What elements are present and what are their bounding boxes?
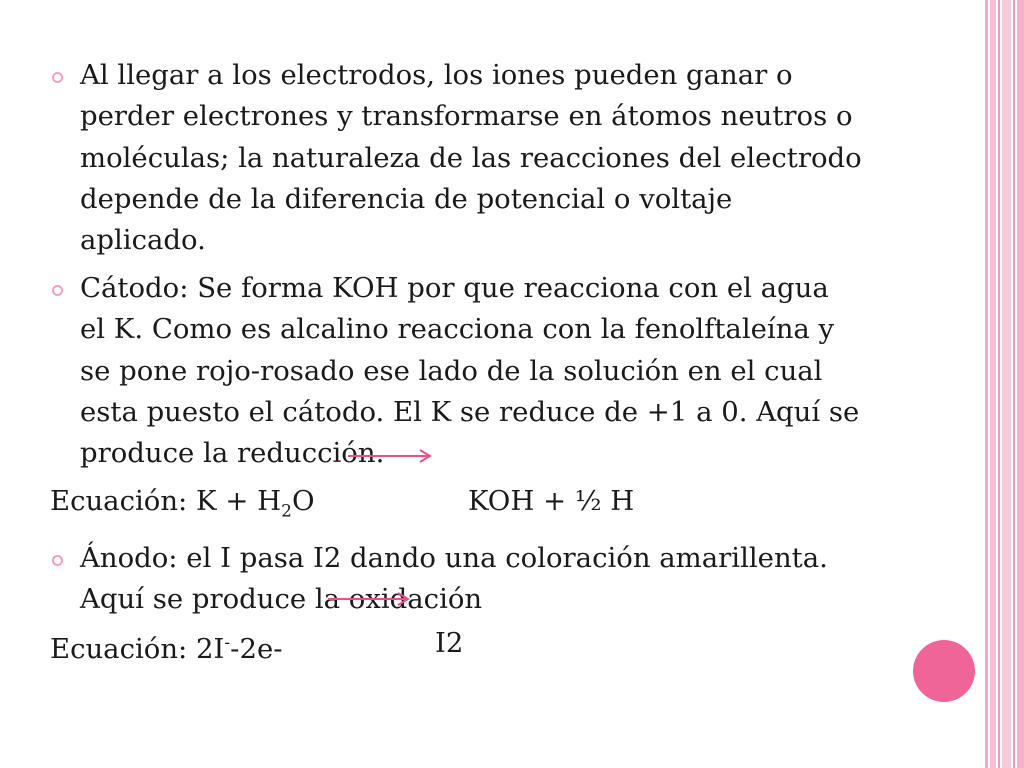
text-line: produce la reducción.	[80, 437, 385, 470]
equation-1	[50, 481, 635, 533]
decor-stripe	[1002, 0, 1011, 768]
text-line: el K. Como es alcalino reacciona con la fenolftaleína y	[80, 313, 835, 346]
text-line: aplicado.	[80, 224, 206, 257]
bullet-icon	[52, 72, 63, 83]
equation-products: I2	[435, 627, 464, 659]
bullet-icon	[52, 555, 63, 566]
equation-superscript: -	[224, 633, 231, 653]
equation-reactants: Ecuación: K + H	[50, 485, 282, 517]
bullet-paragraph-1	[80, 55, 862, 261]
equation-subscript: 2	[281, 501, 292, 522]
equation-reactants: Ecuación: 2I	[50, 633, 225, 666]
equation-products: KOH + ½ H	[468, 485, 635, 517]
equation-reactants-end: -2e-	[230, 633, 283, 666]
decor-stripe	[1013, 0, 1015, 768]
decor-stripe	[1017, 0, 1024, 768]
text-line: depende de la diferencia de potencial o voltaje	[80, 182, 733, 215]
text-line: esta puesto el cátodo. El K se reduce de +1 a 0. Aquí se	[80, 395, 860, 428]
reaction-arrow-icon	[328, 591, 414, 607]
equation-reactants-end: O	[291, 485, 315, 517]
decor-circle	[913, 640, 975, 702]
text-line: Aquí se produce la oxidación	[80, 583, 483, 616]
bullet-icon	[52, 285, 63, 296]
equation-2	[50, 623, 464, 670]
decor-stripe	[998, 0, 1000, 768]
text-line: moléculas; la naturaleza de las reacciones del electrodo	[80, 141, 862, 174]
decor-stripe	[990, 0, 996, 768]
reaction-arrow-icon	[348, 448, 434, 464]
text-line: perder electrones y transformarse en átomos neutros o	[80, 100, 853, 133]
text-line: Cátodo: Se forma KOH por que reacciona con el agua	[80, 272, 829, 304]
text-line: Ánodo: el I pasa I2 dando una coloración amarillenta.	[80, 542, 828, 574]
bullet-paragraph-2	[80, 268, 859, 474]
decor-stripe	[985, 0, 988, 768]
bullet-paragraph-3	[80, 538, 828, 621]
text-line: Al llegar a los electrodos, los iones pueden ganar o	[80, 59, 793, 91]
text-line: se pone rojo-rosado ese lado de la solución en el cual	[80, 354, 823, 387]
